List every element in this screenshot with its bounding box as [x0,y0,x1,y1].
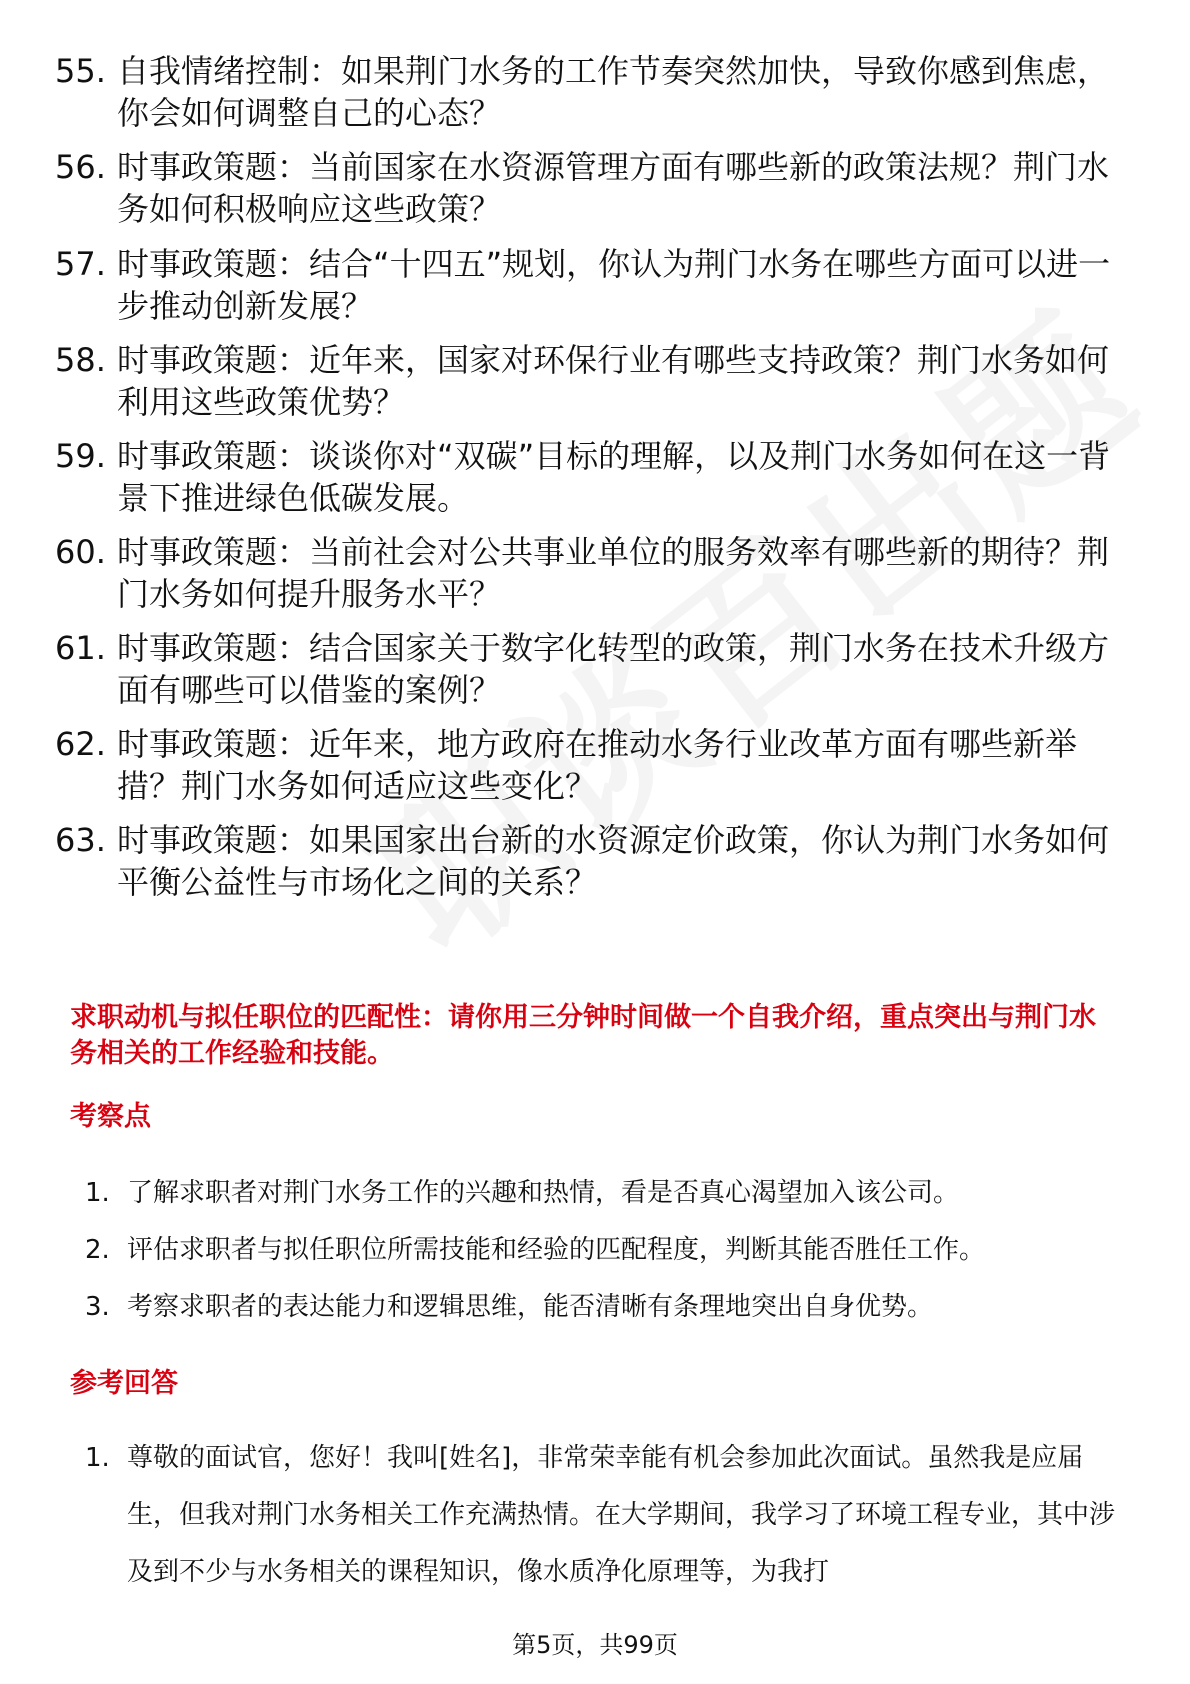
question-text: 时事政策题：结合“十四五”规划，你认为荆门水务在哪些方面可以进一步推动创新发展？ [117,245,1111,325]
question-text: 时事政策题：当前国家在水资源管理方面有哪些新的政策法规？荆门水务如何积极响应这些政策？ [117,148,1110,228]
assessment-item [85,1233,1125,1267]
assessment-number: 2. [85,1235,110,1265]
question-item [55,339,1115,423]
question-number: 55. [55,52,106,90]
question-number: 62. [55,725,106,763]
assessment-item [85,1176,1125,1210]
question-item [55,531,1115,615]
answer-item [85,1430,1125,1601]
reference-heading: 参考回答 [70,1368,178,1399]
question-number: 56. [55,148,106,186]
question-number: 61. [55,629,106,667]
question-text: 时事政策题：如果国家出台新的水资源定价政策，你认为荆门水务如何平衡公益性与市场化之间的关系？ [117,821,1110,901]
question-number: 58. [55,341,106,379]
question-item [55,243,1115,327]
highlight-question: 求职动机与拟任职位的匹配性：请你用三分钟时间做一个自我介绍，重点突出与荆门水务相关的工作经验和技能。 [70,1002,1096,1069]
question-text: 时事政策题：近年来，地方政府在推动水务行业改革方面有哪些新举措？荆门水务如何适应这些变化？ [117,725,1078,805]
question-number: 57. [55,245,106,283]
question-text: 时事政策题：近年来，国家对环保行业有哪些支持政策？荆门水务如何利用这些政策优势？ [117,341,1110,421]
question-item [55,50,1115,134]
question-item [55,146,1115,230]
question-item [55,627,1115,711]
question-item [55,819,1115,903]
question-number: 63. [55,821,106,859]
page-footer: 第5页，共99页 [512,1631,678,1659]
question-number: 59. [55,437,106,475]
question-number: 60. [55,533,106,571]
question-text: 时事政策题：结合国家关于数字化转型的政策，荆门水务在技术升级方面有哪些可以借鉴的案例？ [117,629,1110,709]
question-text: 时事政策题：谈谈你对“双碳”目标的理解，以及荆门水务如何在这一背景下推进绿色低碳发展。 [117,437,1111,517]
assessment-number: 1. [85,1178,110,1208]
assessment-number: 3. [85,1292,110,1322]
assessment-text: 评估求职者与拟任职位所需技能和经验的匹配程度，判断其能否胜任工作。 [127,1235,986,1265]
assessment-heading: 考察点 [70,1101,151,1132]
answer-text: 尊敬的面试官，您好！我叫[姓名]，非常荣幸能有机会参加此次面试。虽然我是应届生，但我对荆门水务相关工作充满热情。在大学期间，我学习了环境工程专业，其中涉及到不少与水务相关的课程知识，像水质净化原理等，为我打 [127,1443,1116,1587]
assessment-text: 考察求职者的表达能力和逻辑思维，能否清晰有条理地突出自身优势。 [127,1292,934,1322]
answer-number: 1. [85,1443,110,1473]
assessment-text: 了解求职者对荆门水务工作的兴趣和热情，看是否真心渴望加入该公司。 [127,1178,960,1208]
question-item [55,723,1115,807]
question-text: 自我情绪控制：如果荆门水务的工作节奏突然加快，导致你感到焦虑，你会如何调整自己的心态？ [117,52,1110,132]
assessment-item [85,1290,1125,1324]
question-text: 时事政策题：当前社会对公共事业单位的服务效率有哪些新的期待？荆门水务如何提升服务水平？ [117,533,1110,613]
question-item [55,435,1115,519]
